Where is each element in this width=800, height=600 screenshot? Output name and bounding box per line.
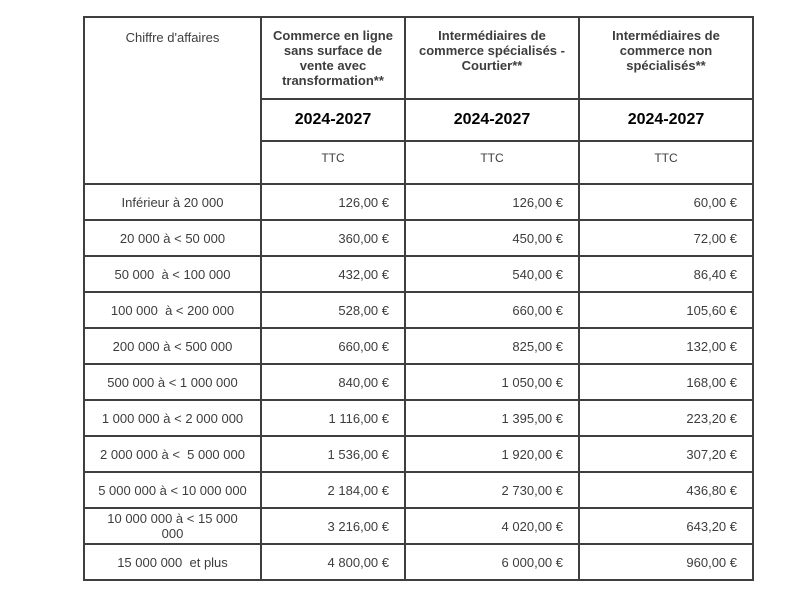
value-cell: 432,00 € <box>261 256 405 292</box>
value-cell: 4 020,00 € <box>405 508 579 544</box>
row-label-cell: 1 000 000 à < 2 000 000 <box>84 400 261 436</box>
table-row <box>84 400 753 436</box>
value-cell: 1 050,00 € <box>405 364 579 400</box>
value-cell: 6 000,00 € <box>405 544 579 580</box>
row-label-cell: 2 000 000 à < 5 000 000 <box>84 436 261 472</box>
value-cell: 1 116,00 € <box>261 400 405 436</box>
value-cell: 223,20 € <box>579 400 753 436</box>
category-header-nonspecialized-intermediaries: Intermédiaires de commerce non spécialisés** <box>579 17 753 99</box>
table-row <box>84 184 753 220</box>
value-cell: 2 184,00 € <box>261 472 405 508</box>
table-row <box>84 472 753 508</box>
row-label-cell: 50 000 à < 100 000 <box>84 256 261 292</box>
value-cell: 825,00 € <box>405 328 579 364</box>
row-label-cell: 100 000 à < 200 000 <box>84 292 261 328</box>
value-cell: 132,00 € <box>579 328 753 364</box>
revenue-corner-header: Chiffre d'affaires <box>84 17 261 184</box>
value-cell: 1 536,00 € <box>261 436 405 472</box>
pricing-table-container <box>83 16 754 581</box>
value-cell: 105,60 € <box>579 292 753 328</box>
value-cell: 450,00 € <box>405 220 579 256</box>
value-cell: 60,00 € <box>579 184 753 220</box>
value-cell: 86,40 € <box>579 256 753 292</box>
row-label-cell: 5 000 000 à < 10 000 000 <box>84 472 261 508</box>
value-cell: 126,00 € <box>405 184 579 220</box>
table-row <box>84 292 753 328</box>
value-cell: 436,80 € <box>579 472 753 508</box>
value-cell: 1 395,00 € <box>405 400 579 436</box>
table-row <box>84 220 753 256</box>
row-label-cell: 15 000 000 et plus <box>84 544 261 580</box>
table-row <box>84 508 753 544</box>
category-header-online-commerce: Commerce en ligne sans surface de vente avec transformation** <box>261 17 405 99</box>
value-cell: 643,20 € <box>579 508 753 544</box>
value-cell: 3 216,00 € <box>261 508 405 544</box>
value-cell: 840,00 € <box>261 364 405 400</box>
table-row <box>84 328 753 364</box>
tax-cell: TTC <box>405 141 579 184</box>
table-header-row <box>84 17 753 99</box>
value-cell: 960,00 € <box>579 544 753 580</box>
table-row <box>84 544 753 580</box>
period-cell: 2024-2027 <box>261 99 405 141</box>
value-cell: 72,00 € <box>579 220 753 256</box>
table-row <box>84 364 753 400</box>
value-cell: 307,20 € <box>579 436 753 472</box>
value-cell: 2 730,00 € <box>405 472 579 508</box>
value-cell: 1 920,00 € <box>405 436 579 472</box>
table-body <box>84 17 753 580</box>
table-row <box>84 256 753 292</box>
value-cell: 168,00 € <box>579 364 753 400</box>
category-header-specialized-intermediaries: Intermédiaires de commerce spécialisés - Courtier** <box>405 17 579 99</box>
row-label-cell: Inférieur à 20 000 <box>84 184 261 220</box>
value-cell: 360,00 € <box>261 220 405 256</box>
row-label-cell: 500 000 à < 1 000 000 <box>84 364 261 400</box>
value-cell: 4 800,00 € <box>261 544 405 580</box>
value-cell: 126,00 € <box>261 184 405 220</box>
tax-cell: TTC <box>261 141 405 184</box>
table-row <box>84 436 753 472</box>
row-label-cell: 200 000 à < 500 000 <box>84 328 261 364</box>
row-label-cell: 20 000 à < 50 000 <box>84 220 261 256</box>
row-label-cell: 10 000 000 à < 15 000 000 <box>84 508 261 544</box>
period-cell: 2024-2027 <box>405 99 579 141</box>
value-cell: 540,00 € <box>405 256 579 292</box>
value-cell: 660,00 € <box>261 328 405 364</box>
pricing-table <box>83 16 754 581</box>
value-cell: 660,00 € <box>405 292 579 328</box>
tax-cell: TTC <box>579 141 753 184</box>
value-cell: 528,00 € <box>261 292 405 328</box>
period-cell: 2024-2027 <box>579 99 753 141</box>
